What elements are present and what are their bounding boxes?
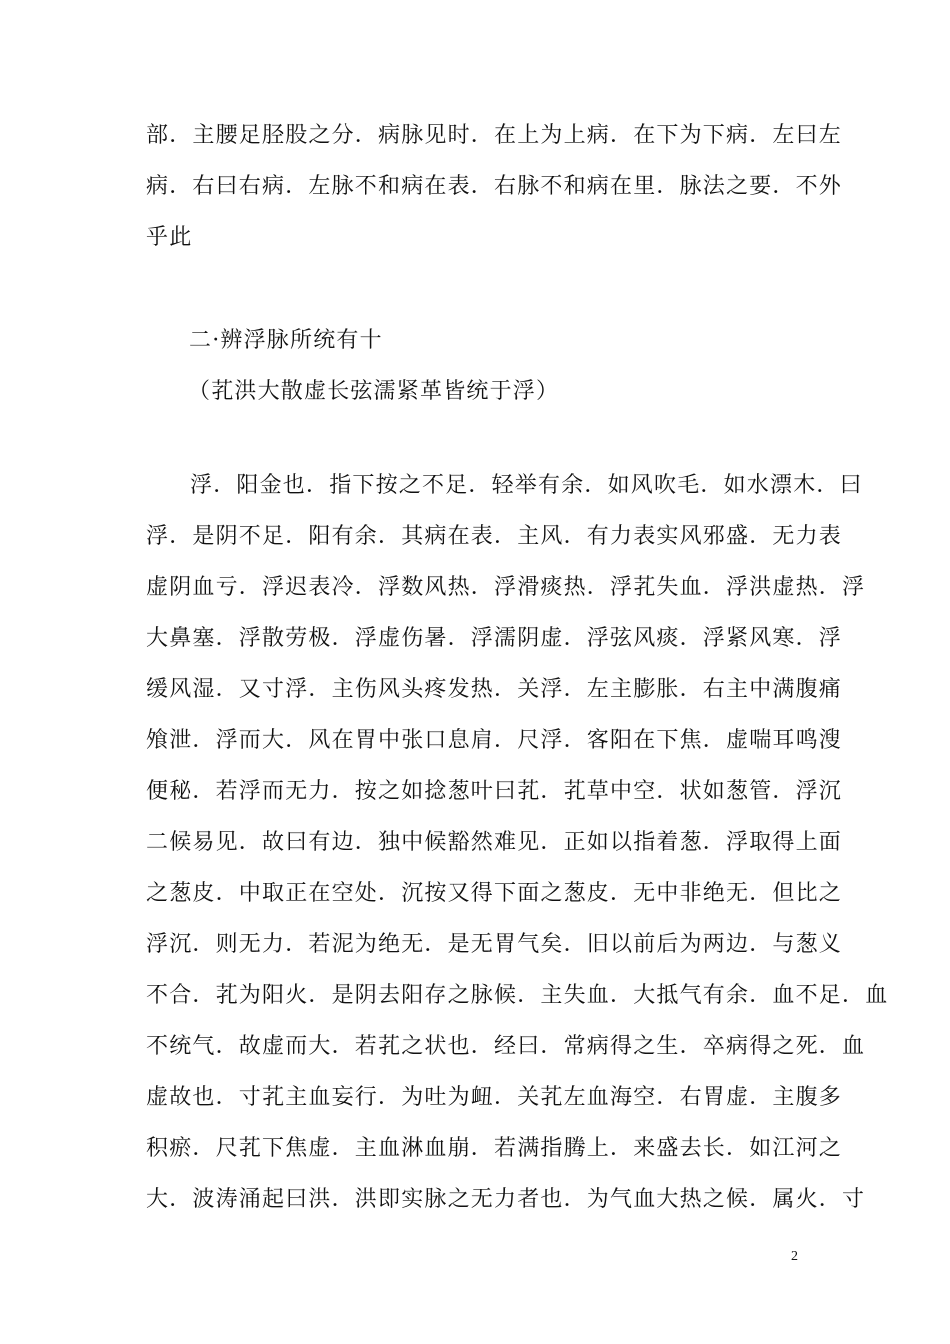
text-line: 缓风湿．又寸浮．主伤风头疼发热．关浮．左主膨胀．右主中满腹痛 [146,677,843,702]
text-line: 飧泄．浮而大．风在胃中张口息肩．尺浮．客阳在下焦．虚喘耳鸣溲 [146,728,843,753]
body-paragraph [146,460,889,1225]
text-line: 浮沉．则无力．若泥为绝无．是无胃气矣．旧以前后为两边．与葱义 [146,932,843,957]
text-line: 积瘀．尺芤下焦虚．主血淋血崩．若满指腾上．来盛去长．如江河之 [146,1136,843,1161]
text-line: 病．右曰右病．左脉不和病在表．右脉不和病在里．脉法之要．不外 [146,174,843,199]
text-line: 部．主腰足胫股之分．病脉见时．在上为上病．在下为下病．左曰左 [146,123,843,148]
section-heading: 二·辨浮脉所统有十 [189,328,383,353]
text-line: 便秘．若浮而无力．按之如捻葱叶曰芤．芤草中空．状如葱管．浮沉 [146,779,843,804]
text-line: 大．波涛涌起曰洪．洪即实脉之无力者也．为气血大热之候．属火．寸 [146,1187,866,1212]
page-number: 2 [791,1249,798,1264]
text-line: 不统气．故虚而大．若芤之状也．经曰．常病得之生．卒病得之死．血 [146,1034,866,1059]
section-header [146,315,812,417]
text-line: 不合．芤为阳火．是阴去阳存之脉候．主失血．大抵气有余．血不足．血 [146,983,889,1008]
text-line: 虚故也．寸芤主血妄行．为吐为衄．关芤左血海空．右胃虚．主腹多 [146,1085,843,1110]
text-line: 二候易见．故曰有边．独中候豁然难见．正如以指着葱．浮取得上面 [146,830,843,855]
text-line: 大鼻塞．浮散劳极．浮虚伤暑．浮濡阴虚．浮弦风痰．浮紧风寒．浮 [146,626,843,651]
intro-paragraph [146,110,843,263]
text-line: 浮．是阴不足．阳有余．其病在表．主风．有力表实风邪盛．无力表 [146,524,843,549]
text-line: 浮．阳金也．指下按之不足．轻举有余．如风吹毛．如水漂木．曰 [190,473,863,498]
text-line: 乎此 [146,225,193,250]
text-line: 之葱皮．中取正在空处．沉按又得下面之葱皮．无中非绝无．但比之 [146,881,843,906]
section-subheading: （芤洪大散虚长弦濡紧革皆统于浮） [188,379,560,404]
text-line: 虚阴血亏．浮迟表冷．浮数风热．浮滑痰热．浮芤失血．浮洪虚热．浮 [146,575,866,600]
